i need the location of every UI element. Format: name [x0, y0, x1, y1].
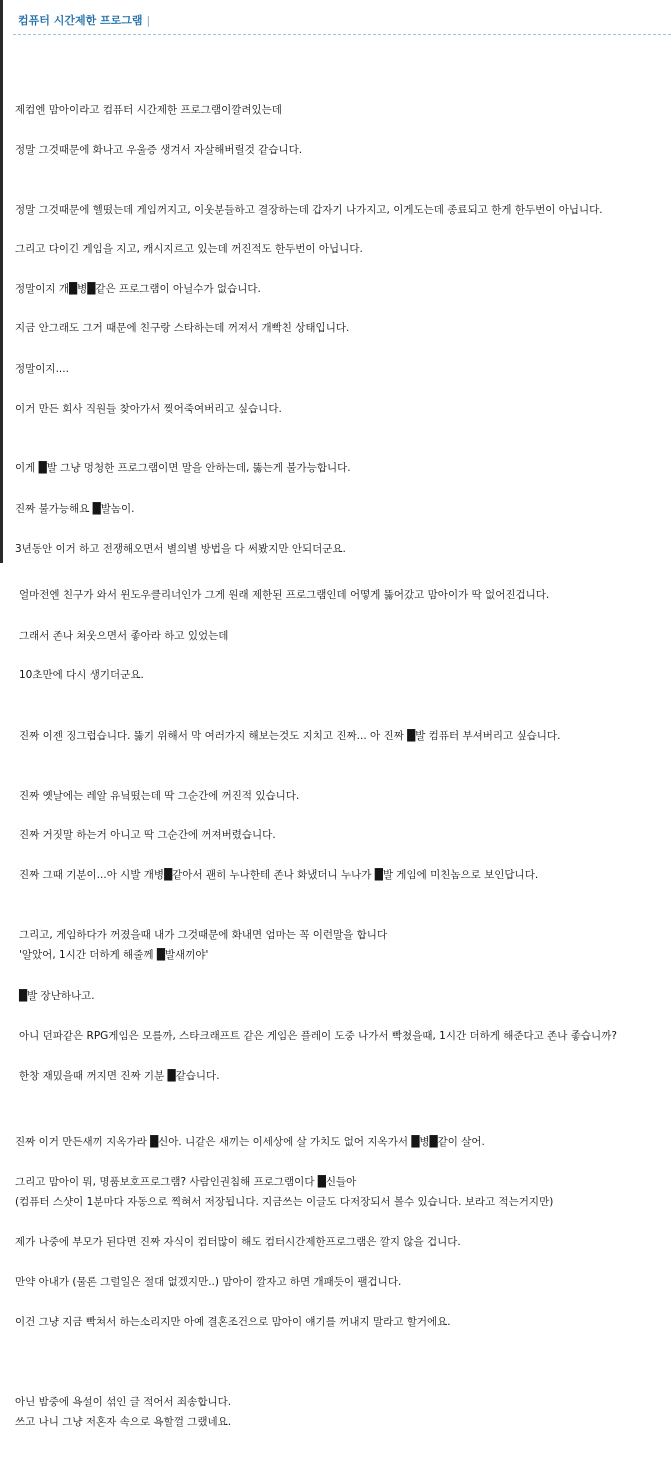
post-body-line: 그리고, 게임하다가 꺼졌을때 내가 그것때문에 화내면 엄마는 꼭 이런말을 합니다 — [19, 929, 388, 941]
post-body-line: 아닌 밤중에 욕설이 섞인 글 적어서 죄송합니다. — [15, 1396, 232, 1408]
post-body-line: 아니 던파같은 RPG게임은 모를까, 스타크래프트 같은 게임은 플레이 도중 나가서 빡쳤을때, 1시간 더하게 해준다고 존나 좋습니까? — [19, 1030, 617, 1042]
post-body-line: 제컴엔 맘아이라고 컴퓨터 시간제한 프로그램이깔려있는데 — [15, 104, 282, 116]
post-body-line: 이게 █발 그냥 멍청한 프로그램이면 말을 안하는데, 뚫는게 불가능합니다. — [15, 462, 351, 474]
post-body-line: 쓰고 나니 그냥 저혼자 속으로 욕할껄 그랬네요. — [15, 1416, 232, 1428]
post-body-line: 이거 만든 회사 직원들 찾아가서 찢어죽여버리고 싶습니다. — [15, 403, 282, 415]
post-body-line: 얼마전엔 친구가 와서 윈도우클리너인가 그게 원래 제한된 프로그램인데 어떻게 뚫어갔고 맘아이가 딱 없어진겁니다. — [19, 589, 550, 601]
post-body-line: 정말이지 개█병█같은 프로그램이 아닐수가 없습니다. — [15, 283, 261, 295]
post-body-line: (컴퓨터 스샷이 1분마다 자동으로 찍혀서 저장됩니다. 지금쓰는 이글도 다저장되서 볼수 있습니다. 보라고 적는거지만) — [15, 1196, 554, 1208]
post-body-line: 정말이지.... — [15, 363, 69, 375]
post-body-line: 3년동안 이거 하고 전쟁해오면서 별의별 방법을 다 써봤지만 안되더군요. — [15, 543, 346, 555]
post-body-line: 그리고 다이긴 게임을 지고, 캐시지르고 있는데 꺼진적도 한두번이 아닙니다. — [15, 243, 363, 255]
post-body-line: 그래서 존나 쳐웃으면서 좋아라 하고 있었는데 — [19, 630, 229, 642]
title-separator: | — [146, 14, 151, 27]
post-body-line: 이건 그냥 지금 빡쳐서 하는소리지만 아예 결혼조건으로 맘아이 얘기를 꺼내지 말라고 할거에요. — [15, 1316, 451, 1328]
post-body-line: '알았어, 1시간 더하게 해줄께 █발새끼야' — [19, 949, 209, 961]
post-title[interactable] — [18, 12, 150, 28]
post-body-line: 정말 그것때문에 화나고 우울증 생겨서 자살해버릴것 같습니다. — [15, 144, 303, 156]
post-body-line: 10초만에 다시 생기더군요. — [19, 669, 144, 681]
post-body-line: █발 장난하나고. — [19, 990, 95, 1002]
left-border — [0, 0, 3, 563]
post-body-line: 진짜 이젠 징그럽습니다. 뚫기 위해서 막 여러가지 해보는것도 지치고 진짜... 아 진짜 █발 컴퓨터 부셔버리고 싶습니다. — [19, 730, 561, 742]
post-body-line: 진짜 이거 만든새끼 지옥가라 █신아. 니같은 새끼는 이세상에 살 가치도 없어 지옥가서 █병█같이 살어. — [15, 1136, 485, 1148]
post-body-line: 진짜 불가능해요 █발놈이. — [15, 503, 135, 515]
post-body-line: 제가 나중에 부모가 된다면 진짜 자식이 컴터많이 해도 컴터시간제한프로그램은 깔지 않을 겁니다. — [15, 1236, 461, 1248]
post-body-line: 진짜 거짓말 하는거 아니고 딱 그순간에 꺼져버렸습니다. — [19, 829, 276, 841]
post-header — [3, 0, 671, 36]
post-body-line: 한창 재밌을때 꺼지면 진짜 기분 █같습니다. — [19, 1070, 220, 1082]
post-title-text: 컴퓨터 시간제한 프로그램 — [18, 14, 143, 27]
post-body-line: 지금 안그래도 그거 때문에 친구랑 스타하는데 꺼져서 개빡친 상태입니다. — [15, 322, 350, 334]
post-body-line: 만약 아내가 (물론 그럴일은 절대 없겠지만..) 맘아이 깔자고 하면 개패듯이 팰겁니다. — [15, 1276, 402, 1288]
header-divider — [13, 34, 671, 35]
post-body-line: 정말 그것때문에 헬떴는데 게임꺼지고, 이웃분들하고 결장하는데 갑자기 나가지고, 이게도는데 종료되고 한게 한두번이 아닙니다. — [15, 204, 603, 216]
post-body-line: 진짜 옛날에는 레알 유닠떴는데 딱 그순간에 꺼진적 있습니다. — [19, 790, 300, 802]
post-body-line: 그리고 맘아이 뭐, 명품보호프로그램? 사람인권침해 프로그램이다 █신들아 — [15, 1176, 357, 1188]
post-body-line: 진짜 그때 기분이...아 시발 개병█같아서 괜히 누나한테 존나 화냈더니 누나가 █발 게임에 미친놈으로 보인답니다. — [19, 869, 539, 881]
